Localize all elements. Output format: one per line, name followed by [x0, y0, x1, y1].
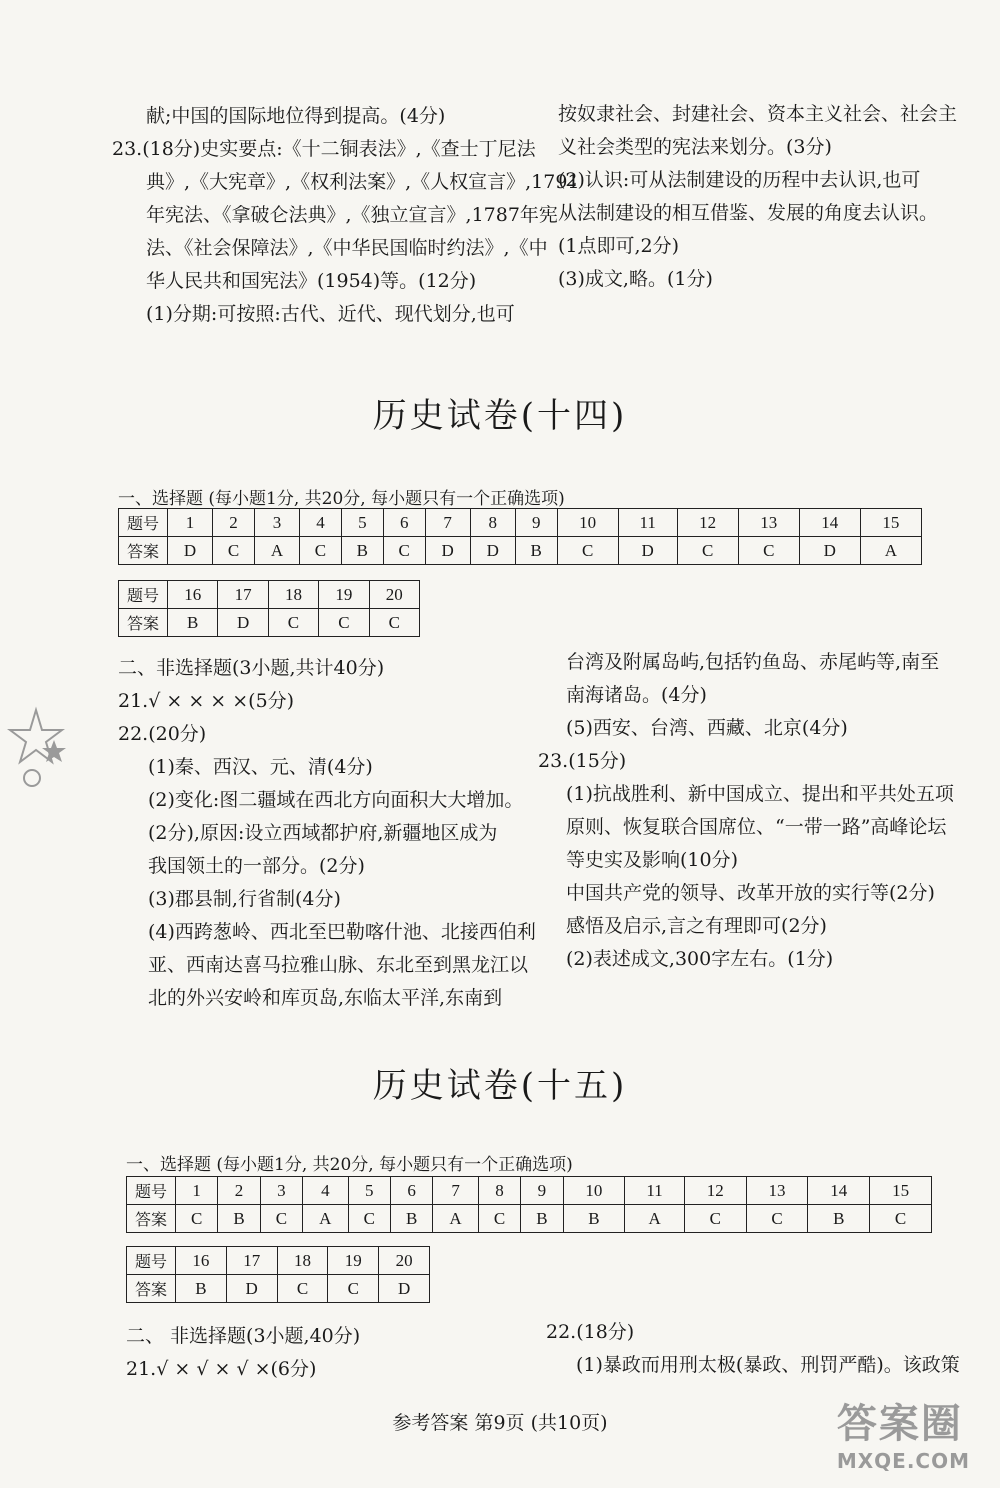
text-line: 中国共产党的领导、改革开放的实行等(2分): [566, 882, 935, 904]
text-line: 23.(18分)史实要点:《十二铜表法》,《查士丁尼法: [112, 138, 536, 160]
table-cell: 17: [226, 1247, 277, 1275]
text-line: 华人民共和国宪法》(1954)等。(12分): [146, 270, 477, 292]
table-cell: 2: [213, 509, 255, 537]
table-cell: 20: [369, 581, 419, 609]
question-number-header: 题号: [119, 581, 168, 609]
text-line: 典》,《大宪章》,《权利法案》,《人权宣言》,1791: [146, 171, 580, 193]
table-cell: 4: [303, 1177, 349, 1205]
text-line: 等史实及影响(10分): [566, 849, 739, 871]
table-row: [119, 581, 420, 609]
text-line: 我国领土的一部分。(2分): [148, 855, 365, 877]
table-cell: C: [328, 1275, 379, 1303]
table-cell: C: [300, 537, 342, 565]
exam14-section1-label: 一、选择题 (每小题1分, 共20分, 每小题只有一个正确选项): [118, 489, 565, 509]
exam15-left-column: [126, 1320, 536, 1386]
text-line: (2)认识:可从法制建设的历程中去认识,也可: [558, 169, 921, 191]
text-line: 年宪法、《拿破仑法典》,《独立宣言》,1787年宪: [146, 204, 558, 226]
table-cell: D: [379, 1275, 430, 1303]
table-cell: 20: [379, 1247, 430, 1275]
table-cell: 2: [218, 1177, 260, 1205]
table-cell: 14: [808, 1177, 870, 1205]
text-line: 二、非选择题(3小题,共计40分): [118, 657, 385, 679]
table-cell: C: [319, 609, 369, 637]
table-cell: 11: [625, 1177, 685, 1205]
top-right-column: [558, 98, 958, 296]
text-line: 21.√ × × × ×(5分): [118, 690, 295, 712]
table-cell: D: [470, 537, 515, 565]
exam15-answer-table-1: [126, 1176, 932, 1233]
table-cell: C: [348, 1205, 390, 1233]
table-cell: 3: [254, 509, 299, 537]
text-line: 南海诸岛。(4分): [566, 684, 707, 706]
text-line: (1)抗战胜利、新中国成立、提出和平共处五项: [566, 783, 954, 805]
text-line: (5)西安、台湾、西藏、北京(4分): [566, 717, 848, 739]
text-line: 义社会类型的宪法来划分。(3分): [558, 136, 832, 158]
table-cell: 11: [618, 509, 677, 537]
table-cell: 10: [563, 1177, 625, 1205]
table-cell: D: [618, 537, 677, 565]
table-cell: 8: [478, 1177, 520, 1205]
table-cell: 18: [277, 1247, 328, 1275]
table-cell: B: [808, 1205, 870, 1233]
table-cell: 6: [390, 1177, 432, 1205]
table-cell: B: [521, 1205, 563, 1233]
table-cell: C: [213, 537, 255, 565]
watermark-url: MXQE.COM: [836, 1449, 970, 1473]
text-line: 22.(18分): [546, 1321, 635, 1343]
text-line: (3)郡县制,行省制(4分): [148, 888, 341, 910]
table-cell: D: [218, 609, 268, 637]
table-cell: A: [303, 1205, 349, 1233]
table-cell: 4: [300, 509, 342, 537]
table-cell: B: [341, 537, 383, 565]
table-cell: 5: [348, 1177, 390, 1205]
exam15-title: 历史试卷(十五): [372, 1066, 628, 1106]
text-line: (1)暴政而用刑太极(暴政、刑罚严酷)。该政策: [576, 1354, 960, 1376]
table-cell: C: [870, 1205, 932, 1233]
table-row: [127, 1247, 430, 1275]
answer-header: 答案: [127, 1275, 176, 1303]
table-cell: D: [425, 537, 470, 565]
table-cell: C: [260, 1205, 302, 1233]
answer-header: 答案: [127, 1205, 176, 1233]
exam14-left-column: [118, 652, 536, 1015]
table-cell: 17: [218, 581, 268, 609]
table-cell: 8: [470, 509, 515, 537]
text-line: 北的外兴安岭和库页岛,东临太平洋,东南到: [148, 987, 503, 1009]
table-row: [119, 609, 420, 637]
exam14-answer-table-1: [118, 508, 922, 565]
table-cell: 7: [425, 509, 470, 537]
table-cell: D: [168, 537, 213, 565]
table-cell: B: [176, 1275, 227, 1303]
text-line: 二、 非选择题(3小题,40分): [126, 1325, 361, 1347]
exam14-title: 历史试卷(十四): [372, 396, 628, 436]
text-line: 22.(20分): [118, 723, 207, 745]
text-line: (1点即可,2分): [558, 235, 680, 257]
table-cell: D: [226, 1275, 277, 1303]
text-line: (1)秦、西汉、元、清(4分): [148, 756, 373, 778]
table-cell: B: [515, 537, 557, 565]
table-cell: 18: [268, 581, 318, 609]
answer-header: 答案: [119, 609, 168, 637]
table-cell: C: [684, 1205, 746, 1233]
table-cell: 19: [328, 1247, 379, 1275]
answer-header: 答案: [119, 537, 168, 565]
text-line: 按奴隶社会、封建社会、资本主义社会、社会主: [558, 103, 958, 125]
table-cell: 19: [319, 581, 369, 609]
table-cell: 16: [176, 1247, 227, 1275]
page-footer: 参考答案 第9页 (共10页): [392, 1412, 608, 1434]
text-line: 21.√ × √ × √ ×(6分): [126, 1358, 317, 1380]
table-cell: 14: [799, 509, 860, 537]
star-stamp-icon: [6, 700, 70, 800]
table-cell: B: [390, 1205, 432, 1233]
table-cell: A: [433, 1205, 479, 1233]
table-cell: B: [218, 1205, 260, 1233]
table-cell: C: [277, 1275, 328, 1303]
table-cell: C: [383, 537, 425, 565]
table-cell: 6: [383, 509, 425, 537]
table-row: [119, 537, 922, 565]
table-cell: A: [625, 1205, 685, 1233]
text-line: 从法制建设的相互借鉴、发展的角度去认识。: [558, 202, 939, 224]
top-left-column: [112, 100, 580, 331]
text-line: (2分),原因:设立西域都护府,新疆地区成为: [148, 822, 498, 844]
text-line: (2)变化:图二疆域在西北方向面积大大增加。: [148, 789, 524, 811]
table-cell: 10: [557, 509, 618, 537]
watermark-logo-text: 答案圈: [836, 1401, 963, 1447]
table-cell: C: [557, 537, 618, 565]
table-cell: C: [478, 1205, 520, 1233]
table-cell: 12: [684, 1177, 746, 1205]
table-cell: C: [677, 537, 738, 565]
table-cell: 3: [260, 1177, 302, 1205]
text-line: (4)西跨葱岭、西北至巴勒喀什池、北接西伯利: [148, 921, 536, 943]
table-cell: 1: [176, 1177, 218, 1205]
text-line: 亚、西南达喜马拉雅山脉、东北至到黑龙江以: [148, 954, 529, 976]
table-cell: C: [746, 1205, 808, 1233]
text-line: (2)表述成文,300字左右。(1分): [566, 948, 834, 970]
exam15-right-column: [546, 1316, 966, 1382]
table-cell: A: [860, 537, 921, 565]
table-row: [127, 1205, 932, 1233]
table-cell: C: [268, 609, 318, 637]
exam14-right-column: [538, 646, 958, 976]
table-cell: A: [254, 537, 299, 565]
table-cell: 13: [738, 509, 799, 537]
question-number-header: 题号: [127, 1177, 176, 1205]
text-line: 23.(15分): [538, 750, 627, 772]
table-cell: 12: [677, 509, 738, 537]
text-line: 感悟及启示,言之有理即可(2分): [566, 915, 827, 937]
table-cell: 15: [870, 1177, 932, 1205]
table-cell: B: [168, 609, 218, 637]
text-line: 法、《社会保障法》,《中华民国临时约法》,《中: [146, 237, 548, 259]
table-cell: 5: [341, 509, 383, 537]
table-cell: 16: [168, 581, 218, 609]
table-cell: 1: [168, 509, 213, 537]
question-number-header: 题号: [127, 1247, 176, 1275]
question-number-header: 题号: [119, 509, 168, 537]
table-cell: C: [738, 537, 799, 565]
table-cell: 7: [433, 1177, 479, 1205]
table-row: [127, 1177, 932, 1205]
site-watermark: [837, 1392, 970, 1473]
exam14-answer-table-2: [118, 580, 420, 637]
table-cell: C: [369, 609, 419, 637]
text-line: 原则、恢复联合国席位、“一带一路”高峰论坛: [566, 816, 947, 838]
text-line: (1)分期:可按照:古代、近代、现代划分,也可: [146, 303, 515, 325]
table-cell: 15: [860, 509, 921, 537]
exam15-answer-table-2: [126, 1246, 430, 1303]
table-cell: 13: [746, 1177, 808, 1205]
table-cell: B: [563, 1205, 625, 1233]
table-cell: C: [176, 1205, 218, 1233]
table-row: [119, 509, 922, 537]
text-line: 献;中国的国际地位得到提高。(4分): [146, 105, 446, 127]
text-line: 台湾及附属岛屿,包括钓鱼岛、赤尾屿等,南至: [566, 651, 940, 673]
table-cell: 9: [521, 1177, 563, 1205]
text-line: (3)成文,略。(1分): [558, 268, 713, 290]
table-row: [127, 1275, 430, 1303]
table-cell: D: [799, 537, 860, 565]
exam15-section1-label: 一、选择题 (每小题1分, 共20分, 每小题只有一个正确选项): [126, 1155, 573, 1175]
table-cell: 9: [515, 509, 557, 537]
